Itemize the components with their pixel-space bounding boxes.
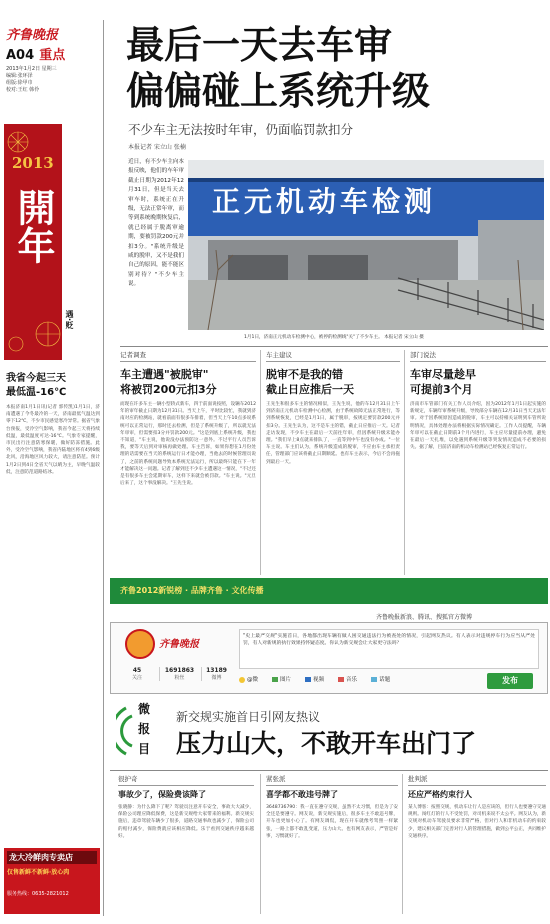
column-tag: 车主建议 xyxy=(266,350,400,362)
weather-body: 本报济南1月1日讯(记者 郭传凯)1月1日，济南遭遇了今冬最冷的一天，济南最低气温达到零下12℃，不少市民感觉寒冷异常。据省气象台预报，受冷空气影响，我省今起三天将持续低温，最低温度可达-16℃。气象专家提醒，市民出行注意防寒保暖，做好防冻措施。此外，受冷空气影响，我省内陆地区将有4到6级北风，沿海地区风力较大，请注意防范。预计1月2日到4日全省天气以晴为主，早晚气温较低，注意防范道路结冰。 xyxy=(6,405,100,475)
video-icon xyxy=(305,677,311,682)
column-title-1: 车审尽量趁早 xyxy=(410,368,476,381)
opinion-body: 3648736790：我一直在遵守交规，虽然不太习惯，但是为了安全还是要遵守。网友说，新交规实施后，很多车主不敢违号牌，开车也更加小心了。有网友调侃，现在开车就像考驾照一样紧张，一路上都不敢乱变道，压力山大。也有网友表示，严管是好事，习惯就好了。 xyxy=(266,805,398,839)
opinion-column-2 xyxy=(266,774,398,922)
column-title-2: 截止日应推后一天 xyxy=(266,383,354,396)
opinion-tag: 批判派 xyxy=(408,774,546,786)
weibo-badge xyxy=(116,696,162,766)
section-divider xyxy=(120,346,548,347)
page-label xyxy=(6,44,86,62)
column-divider xyxy=(260,774,261,914)
weibo-banner-text: 齐鲁2012新锐榜 · 品牌齐鲁 · 文化传播 xyxy=(120,586,264,595)
masthead-logo xyxy=(6,24,68,44)
weibo-account-name: 齐鲁晚报 xyxy=(159,639,199,650)
opinion-column-1 xyxy=(118,774,254,922)
story-column-3 xyxy=(410,350,546,589)
toolbar-item-video[interactable]: 视频 xyxy=(305,675,324,687)
toolbar-item-topic[interactable]: 话题 xyxy=(371,675,390,687)
headline-line-1: 最后一天去车审 xyxy=(126,23,393,67)
emoji-icon xyxy=(239,677,245,683)
main-lead: 近日，有不少车主向本报反映，他们的车年审截止日期为2012年12月31日，但是当天去审车时，系统正在升级，无法正常年审，而等到系统晚期恢复后，就已经属于脱离审逾期，要被罚款200元并扣3分。"系统升级是咸的脱审，又不是我们自己的原因，能不能区别对待？"不少车主说。 xyxy=(128,159,184,288)
weibo-card xyxy=(110,622,548,694)
weibo-right-header: 齐鲁晚报新浪、腾讯、搜狐官方微博 xyxy=(376,614,473,621)
lead-label-text: 遇·贬 xyxy=(65,310,74,330)
page-number: A04 xyxy=(6,48,35,63)
opinion-tag: 很护奇 xyxy=(118,774,254,786)
weibo-toolbar xyxy=(239,675,459,687)
weibo-divider xyxy=(110,770,548,771)
toolbar-item-music[interactable]: 音乐 xyxy=(338,675,357,687)
weather-headline: 我省今起三天 xyxy=(6,373,66,384)
opinion-column-3 xyxy=(408,774,546,922)
ad-title: 龙大冷鲜肉专卖店 xyxy=(7,851,97,864)
column-divider xyxy=(260,350,261,575)
column-tag: 记者调查 xyxy=(120,350,256,362)
weibo-logo xyxy=(125,629,155,659)
music-icon xyxy=(338,677,344,682)
lead-label xyxy=(64,310,76,350)
stat-label: 微博 xyxy=(211,675,222,681)
stat-label: 粉丝 xyxy=(174,675,185,681)
story-column-2 xyxy=(266,350,400,589)
year-number: 2013 xyxy=(12,154,54,172)
badge-char-2: 报 xyxy=(138,722,151,736)
column-divider xyxy=(404,350,405,575)
paper-name: 齐鲁晚报 xyxy=(6,28,59,43)
page-meta xyxy=(6,66,84,94)
column-title-2: 可提前3个月 xyxy=(410,383,473,396)
publish-button[interactable]: 发布 xyxy=(487,673,533,689)
opinion-title: 喜学都不敢违号牌了 xyxy=(266,790,338,799)
column-title-1: 脱审不是我的错 xyxy=(266,368,343,381)
stat-number: 1691863 xyxy=(164,667,195,674)
section-name: 重点 xyxy=(39,48,66,63)
story-column-1 xyxy=(120,350,256,589)
left-column-divider xyxy=(103,20,104,916)
column-body: 济南市车管部门有关工作人员介绍，因为2012年1月1日起实施的新规定，车辆年审系统升级，导致部分车辆在12月31日当天无法年审。对于因系统原因造成的脱审，车主可以持相关证明到车管所说明情况，具体处理办法将根据实际情况确定。工作人员提醒，车辆年审可以在截止日期前3个月内进行，车主应尽量提前办理，避免在最后一天扎堆，以免遇到系统升级等突发情况造成不必要的损失。据了解，目前济南的机动车检测站已经恢复正常运行。 xyxy=(410,402,546,451)
stat-label: 关注 xyxy=(131,675,142,681)
main-subtitle: 不少车主无法按时年审，仍面临罚款扣分 xyxy=(128,122,354,137)
opinion-title: 还应严格约束行人 xyxy=(408,790,472,799)
topic-icon xyxy=(371,677,377,682)
opinion-tag: 紧张派 xyxy=(266,774,398,786)
image-icon xyxy=(272,677,278,682)
column-title-2: 将被罚200元扣3分 xyxy=(120,383,217,396)
opinion-title: 事故少了，保险费该降了 xyxy=(118,790,206,799)
main-photo xyxy=(188,160,544,330)
ad-slogan: 仅售新鲜不新鲜·放心肉 xyxy=(7,869,70,876)
column-divider xyxy=(402,774,403,914)
toolbar-item-emoji[interactable]: @微 xyxy=(239,675,258,687)
weibo-stat[interactable] xyxy=(201,667,231,681)
main-headline xyxy=(126,22,536,114)
weather-story xyxy=(6,372,100,806)
column-body: 王先生和很多车主的情况相似，王先生说，他的车12月31日上午到济南正元机动车检测中心检测，由于系统故障无法正常进行，等到系统恢复，已经是1月1日，属于脱审，按规定要罚款200元并扣3分。王先生认为，这不是车主的错，截止日应推后一天。记者走访发现，不少车主在最后一天前往年审，但因系统升级未能办理。"我们早上8点就来排队了，一直等到中午也没有办成。"一位车主说。车主们认为，系统升级造成的脱审，不应由车主承担责任，管理部门应该将截止日期顺延。也有车主表示，今后不会再拖到最后一天。 xyxy=(266,402,400,465)
toolbar-item-image[interactable]: 图片 xyxy=(272,675,291,687)
weather-subline: 最低温-16℃ xyxy=(6,387,67,398)
weibo-headline: 压力山大，不敢开车出门了 xyxy=(176,729,477,758)
advertisement xyxy=(4,848,100,914)
stat-number: 45 xyxy=(132,667,142,674)
opinion-body: 某人博客：按照交规，机动车让行人是应该的，但行人也要遵守交通规则。闯红灯的行人不受处罚，对司机来说不太公平。网友认为，新交规对机动车驾驶员要求非常严格，但对行人和非机动车的约束较少，建议相关部门完善对行人的管理措施，做到公平公正，共同维护交通秩序。 xyxy=(408,805,546,839)
headline-line-2: 偏偏碰上系统升级 xyxy=(126,69,431,113)
stat-number: 13189 xyxy=(206,667,227,674)
meta-line: 组版:徐甲巾 xyxy=(6,80,33,86)
station-sign: 正元机动车检测 xyxy=(212,185,437,218)
badge-char-1: 微 xyxy=(138,702,151,716)
meta-line: 编辑:张环泽 xyxy=(6,73,33,79)
weibo-post-text: "史上最严交规"实施首日，各地都出现车辆有做人困交通违法行为被查处的情况，引起网友热议。有人表示对违规停车行为应当从严处罚，有人对新规的执行效果持怀疑态度。你认为新交规会让大家更守法吗？ xyxy=(243,634,535,646)
column-title-1: 车主遭遇"被脱审" xyxy=(120,368,209,381)
opinion-body: 张晓静：为什么降下了呢？驾驶员注意开车安全，事故大大减少，保险公司理应降低保费，这是新交规给大家带来的福利。新交规实施后，违章驾驶车辆少了很多，道路交通事故也减少了，保险公司的赔付减少，保险费就应该相应降低。乐于看到交通秩序越来越好。 xyxy=(118,805,254,839)
banner-text: 開年 xyxy=(11,188,56,264)
weibo-stat[interactable] xyxy=(159,667,199,681)
weibo-post-box[interactable] xyxy=(239,629,539,669)
meta-line: 2013年1月2日 星期三 xyxy=(6,66,57,72)
new-year-banner xyxy=(4,124,62,360)
photo-caption: 1月1日，济南正元机动车检测中心，被停的检测线"关"了不少车主。 本报记者 宋立山 摄 xyxy=(244,335,424,340)
column-body: 而现在许多车主一辆小型轿式新车，四于前面说按照，设辆车2012年的审年截止日期为12月31日。当天上午，平时比较忙，我就到济南对应的检测站，就看前面有很多车排着，但当天上午10点多说系统可以正常运行，那时还去检测，但是了系统升级了，所以就无法年审审，但需要扣3分并罚款200元。"这是到底上系统升级，我也不知道，"车主说，他说没办法预防这一意外。不过平行人员告诉我，要等天后到对审核再做处理。车主告诉，如果你想在1月份处理的话需要在当天的系统运行日才能办理，当他去的时候管理员说了，之前的系统问题导致本系统无法运行，所以最终只能在下一年才能解决这一问题。记者了解到还不少车主遭遇这一情况，"不过还是有很多车主会延期审车，这样下来就会被罚款。"车主说。"元旦后来了，这个事没解决。"王先生说。 xyxy=(120,402,256,487)
meta-line: 校对:王红 韩伶 xyxy=(6,87,40,93)
weibo-kicker: 新交规实施首日引网友热议 xyxy=(176,710,321,724)
weibo-banner xyxy=(110,578,548,604)
weibo-stat[interactable] xyxy=(117,667,157,681)
badge-char-3: 目 xyxy=(138,742,151,756)
main-byline: 本报记者 宋立山 张楠 xyxy=(128,144,186,151)
column-tag: 部门说法 xyxy=(410,350,546,362)
ad-phone: 服务热线：0635-2821012 xyxy=(7,891,69,897)
